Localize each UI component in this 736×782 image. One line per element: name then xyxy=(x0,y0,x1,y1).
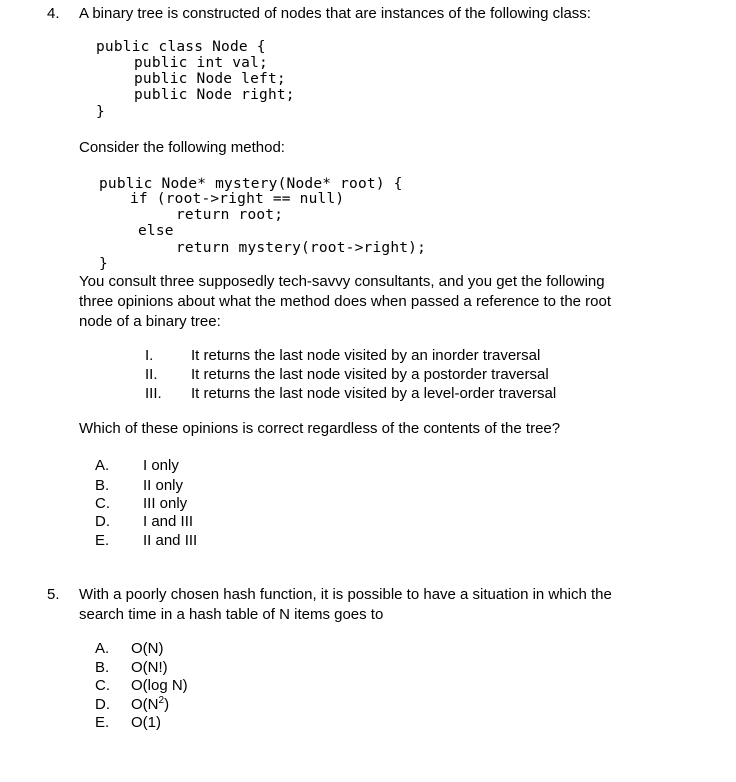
choice-letter: E. xyxy=(95,532,110,549)
choice-text-with-exponent xyxy=(131,696,169,714)
consider-text: Consider the following method: xyxy=(79,139,285,156)
choice-letter: B. xyxy=(95,659,110,676)
choice-letter: A. xyxy=(95,640,110,657)
choice-text: O(N!) xyxy=(131,659,168,676)
choice-letter: B. xyxy=(95,477,110,494)
code-line: return mystery(root->right); xyxy=(176,240,427,256)
choice-letter: D. xyxy=(95,513,110,530)
code-line: else xyxy=(138,223,174,239)
code-line: return root; xyxy=(176,207,284,223)
code-line: } xyxy=(96,104,105,120)
opinion-text: It returns the last node visited by a level-order traversal xyxy=(191,385,557,402)
choice-text: I only xyxy=(143,457,179,474)
choice-text: O(1) xyxy=(131,714,161,731)
code-line: public Node* mystery(Node* root) { xyxy=(99,176,403,192)
opinion-numeral: II. xyxy=(145,366,158,383)
choice-letter: E. xyxy=(95,714,110,731)
code-line: public Node right; xyxy=(134,87,295,103)
paragraph-line: You consult three supposedly tech-savvy consultants, and you get the following xyxy=(79,273,605,290)
choice-text: II and III xyxy=(143,532,198,549)
choice-letter: D. xyxy=(95,696,110,713)
q5-line: search time in a hash table of N items goes to xyxy=(79,606,384,623)
choice-text: II only xyxy=(143,477,184,494)
code-line: } xyxy=(99,256,108,272)
paragraph-line: three opinions about what the method does when passed a reference to the root xyxy=(79,293,612,310)
q5-line: With a poorly chosen hash function, it is possible to have a situation in which the xyxy=(79,586,612,603)
choice-letter: C. xyxy=(95,677,110,694)
choice-letter: C. xyxy=(95,495,110,512)
code-line: if (root->right == null) xyxy=(130,191,345,207)
paragraph-line: node of a binary tree: xyxy=(79,313,221,330)
q5-number: 5. xyxy=(47,586,60,603)
opinion-text: It returns the last node visited by a postorder traversal xyxy=(191,366,549,383)
opinion-text: It returns the last node visited by an inorder traversal xyxy=(191,347,541,364)
opinion-numeral: I. xyxy=(145,347,154,364)
choice-text: O(log N) xyxy=(131,677,188,694)
opinion-numeral: III. xyxy=(145,385,162,402)
code-line: public Node left; xyxy=(134,71,286,87)
choice-text: O(N xyxy=(131,696,159,713)
choice-text: III only xyxy=(143,495,188,512)
exponent: 2 xyxy=(158,695,165,706)
choice-letter: A. xyxy=(95,457,110,474)
code-line: public class Node { xyxy=(96,39,266,55)
code-line: public int val; xyxy=(134,55,268,71)
choice-text-tail: ) xyxy=(164,696,170,713)
q4-intro: A binary tree is constructed of nodes that are instances of the following class: xyxy=(79,5,591,22)
choice-text: I and III xyxy=(143,513,194,530)
q4-question: Which of these opinions is correct regardless of the contents of the tree? xyxy=(79,420,561,437)
choice-text: O(N) xyxy=(131,640,164,657)
q4-number: 4. xyxy=(47,5,60,22)
